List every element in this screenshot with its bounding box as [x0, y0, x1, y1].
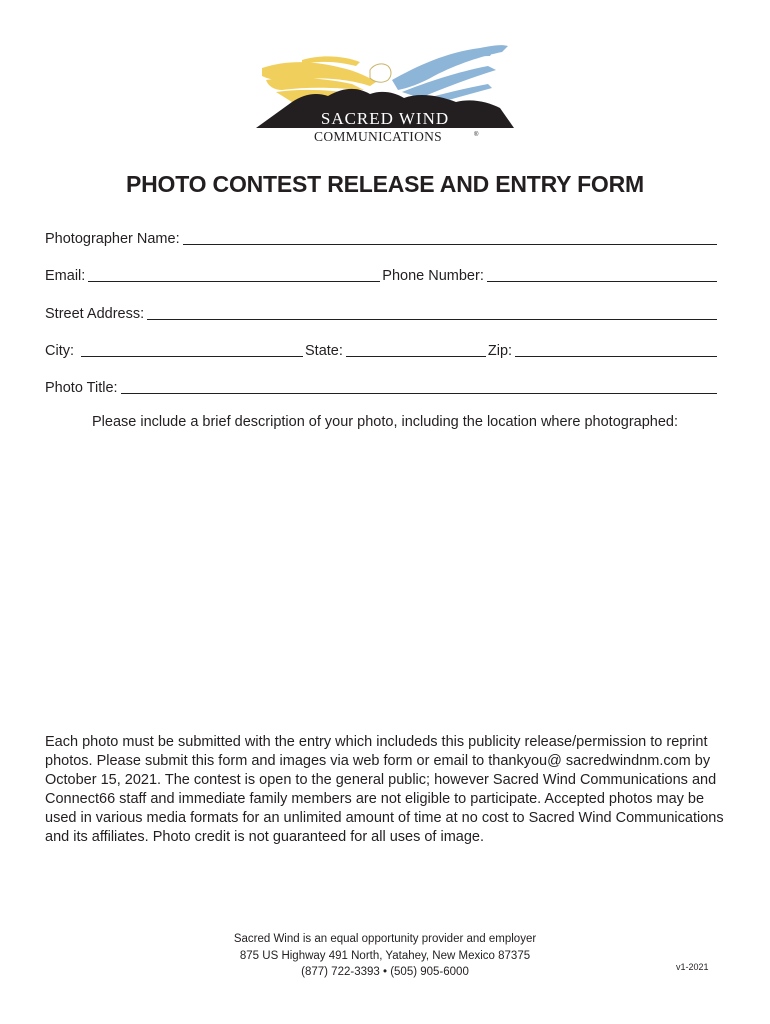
- description-prompt: Please include a brief description of your photo, including the location where photographed:: [91, 414, 679, 430]
- footer: [0, 931, 770, 981]
- email-field[interactable]: [88, 281, 380, 282]
- city-label: City:: [45, 343, 74, 359]
- logo-eagle-icon: [252, 40, 518, 146]
- photographer-name-field[interactable]: [183, 244, 717, 245]
- state-field[interactable]: [346, 356, 486, 357]
- description-area[interactable]: [45, 440, 717, 725]
- photo-title-row: [45, 377, 717, 397]
- street-address-label: Street Address:: [45, 306, 145, 322]
- photographer-name-label: Photographer Name:: [45, 231, 180, 247]
- photo-title-field[interactable]: [121, 393, 717, 394]
- zip-label: Zip:: [487, 343, 513, 359]
- city-field[interactable]: [81, 356, 303, 357]
- zip-field[interactable]: [515, 356, 717, 357]
- email-phone-row: [45, 265, 717, 285]
- svg-text:COMMUNICATIONS: COMMUNICATIONS: [314, 129, 442, 144]
- state-label: State:: [305, 343, 343, 359]
- release-text: Each photo must be submitted with the entry which includeds this publicity release/permission to reprint photos. Please submit this form and images via web form or email to thankyou@ sacredwindnm.com by October 15, 2021. The contest is open to the general public; however Sacred Wind Communications and Connect66 staff and immediate family members are not eligible to participate. Accepted photos may be used in various media formats for an unlimited amount of time at no cost to Sacred Wind Communications and its affiliates. Photo credit is not guaranteed for all uses of image.: [45, 734, 724, 845]
- footer-address: 875 US Highway 491 North, Yatahey, New Mexico 87375: [239, 949, 531, 962]
- svg-text:SACRED WIND: SACRED WIND: [320, 109, 450, 128]
- photographer-name-row: [45, 228, 717, 248]
- street-address-row: [45, 303, 717, 323]
- phone-field[interactable]: [487, 281, 717, 282]
- svg-text:®: ®: [474, 132, 479, 138]
- phone-label: Phone Number:: [382, 268, 484, 284]
- page-title: PHOTO CONTEST RELEASE AND ENTRY FORM: [125, 171, 644, 197]
- email-label: Email:: [45, 268, 86, 284]
- city-state-zip-row: [45, 340, 717, 360]
- sacred-wind-logo: [252, 40, 518, 146]
- version-label: v1-2021: [676, 962, 709, 972]
- photo-title-label: Photo Title:: [45, 380, 118, 396]
- footer-phone: (877) 722-3393 • (505) 905-6000: [301, 966, 469, 978]
- footer-eeo-statement: Sacred Wind is an equal opportunity provider and employer: [233, 933, 537, 945]
- street-address-field[interactable]: [147, 319, 717, 320]
